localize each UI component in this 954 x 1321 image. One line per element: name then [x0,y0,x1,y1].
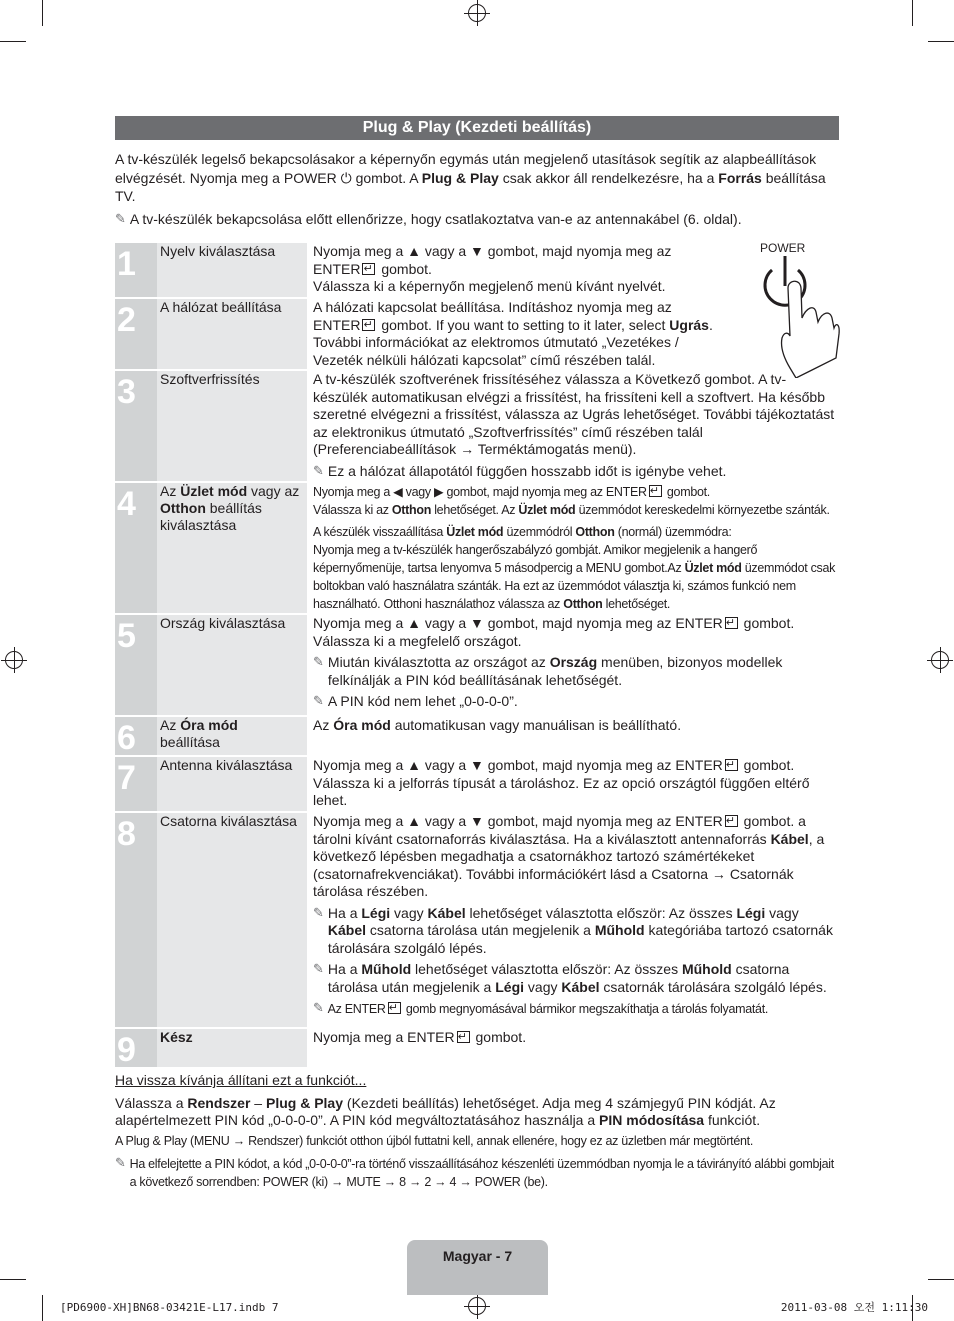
reset-section: Ha vissza kívánja állítani ezt a funkciót... Válassza a Rendszer – Plug & Play (Kezdeti beállítás) lehetőséget. Adja meg 4 számjegyű PIN kódját. Az alapértelmezett PIN kód „0-0-0-0”. A PIN kód megváltoztatásához használja a PIN módosítása funkciót. A Plug & Play (MENU → Rendszer) funkciót otthon újból futtatni kell, annak ellenére, hogy ez az üzletben már megtörtént. ✎ Ha elfelejtette a PIN kódot, a kód „0-0-0-0”-ra történő visszaállításához készenléti üzemmódban nyomja le a távirányító alábbi gombjait a következő sorrendben: POWER (ki) → MUTE → 8 → 2 → 4 → POWER (be). [115,1072,839,1191]
table-row [115,717,839,755]
step-label: Antenna kiválasztása [157,757,310,811]
crop-mark [42,0,43,26]
step-description: Nyomja meg a ▲ vagy a ▼ gombot, majd nyomja meg az ENTER↵ gombot. Válassza ki a jelforrás típusát a tároláshoz. Ez az opció országtól függően eltérő lehet. [310,757,839,811]
table-row [115,243,839,297]
note-icon: ✎ [313,655,324,670]
registration-mark-icon [5,651,23,669]
enter-icon [725,617,738,629]
step-number: 3 [115,371,157,481]
step-label: A hálózat beállítása [157,299,310,369]
note-icon: ✎ [313,1001,324,1016]
step-label: Az Üzlet mód vagy az Otthon beállítás kiválasztása [157,483,310,613]
footer-file-info: [PD6900-XH]BN68-03421E-L17.indb 7 [60,1301,279,1314]
step-label: Szoftverfrissítés [157,371,310,481]
step-description: Nyomja meg a ◀ vagy ▶ gombot, majd nyomja meg az ENTER↵ gombot. Válassza ki az Otthon lehetőséget. Az Üzlet mód üzemmódot kereskedelmi környezetbe szánták. A készülék visszaállítása Üzlet mód üzemmódról Otthon (normál) üzemmódra: Nyomja meg a tv-készülék hangerőszabályzó gombját. Amikor megjelenik a hangerő képernyőmenüje, tartsa lenyomva 5 másodpercig a MENU gombot.Az Üzlet mód üzemmódot csak boltokban való használatra szánták. Ha ezt az üzemmódot választja ki, számos funkció nem használható. Otthoni használathoz válassza az Otthon lehetőséget. [310,483,839,613]
crop-mark [42,1295,43,1321]
steps-table [115,241,839,1069]
registration-mark-icon [468,4,486,22]
table-row [115,1029,839,1067]
step-description: Nyomja meg a ▲ vagy a ▼ gombot, majd nyomja meg az ENTER↵ gombot. Válassza ki a képernyőn megjelenő menü kívánt nyelvét. [310,243,839,297]
note-icon: ✎ [313,905,324,921]
power-label: POWER [760,241,806,255]
table-row [115,371,839,481]
step-label: Nyelv kiválasztása [157,243,310,297]
note-icon: ✎ [115,211,126,227]
enter-icon [362,263,375,275]
note-icon: ✎ [313,694,324,709]
step-number: 4 [115,483,157,613]
crop-mark [928,1279,954,1280]
table-row [115,299,839,369]
power-icon: ⏻ [340,169,352,186]
enter-icon [725,815,738,827]
step-label: Csatorna kiválasztása [157,813,310,1027]
step-description: Az Óra mód automatikusan vagy manuálisan is beállítható. [313,717,682,733]
step-description: Nyomja meg a ▲ vagy a ▼ gombot, majd nyomja meg az ENTER↵ gombot. Válassza ki a megfelelő országot. ✎ Miután kiválasztotta az országot az Ország menüben, bizonyos modellek felkínálják a PIN kód beállításának lehetőségét. ✎ A PIN kód nem lehet „0-0-0-0”. [310,615,839,715]
enter-icon [362,319,375,331]
table-row [115,483,839,613]
step-number: 8 [115,813,157,1027]
note-icon: ✎ [313,962,324,977]
registration-mark-icon [931,651,949,669]
step-number: 1 [115,243,157,297]
step-description: Nyomja meg a ENTER↵ gombot. [310,1029,839,1067]
intro: A tv-készülék legelső bekapcsolásakor a képernyőn egymás után megjelenő utasítások segítik az alapbeállítások elvégzését. Nyomja meg a POWER ⏻ gombot. A Plug & Play csak akkor áll rendelkezésre, ha a Forrás beállítása TV. ✎ A tv-készülék bekapcsolása előtt ellenőrizze, hogy csatlakoztatva van-e az antennakábel (6. oldal). [115,151,826,227]
step-number: 2 [115,299,157,369]
step-description: A hálózati kapcsolat beállítása. Indításhoz nyomja meg az ENTER↵ gombot. If you want to setting to it later, select Ugrás. További információkat az elektromos útmutató „Vezetékes / Vezeték nélküli hálózati kapcsolat” című részében talál. [310,299,839,369]
note-icon: ✎ [115,1156,126,1171]
enter-icon [649,485,662,497]
step-label: Kész [157,1029,310,1067]
crop-mark [912,0,913,26]
reset-subheading: Ha vissza kívánja állítani ezt a funkciót... [115,1072,367,1088]
step-label: Ország kiválasztása [157,615,310,715]
step-number: 5 [115,615,157,715]
step-number: 9 [115,1029,157,1067]
table-row [115,813,839,1027]
enter-icon [388,1002,401,1014]
crop-mark [928,41,954,42]
crop-mark [0,1279,26,1280]
intro-note: A tv-készülék bekapcsolása előtt ellenőrizze, hogy csatlakoztatva van-e az antennakábel (6. oldal). [129,210,742,227]
step-number: 7 [115,757,157,811]
step-description: Nyomja meg a ▲ vagy a ▼ gombot, majd nyomja meg az ENTER↵ gombot. a tárolni kívánt csatornaforrás kiválasztása. Ha a kiválasztott antennaforrás Kábel, a következő lépésben megadhatja a csatornákhoz tartozó számértékeket (csatornafrekvenciákat). További információkért lásd a Csatorna → Csatornák tárolása részében. ✎ Ha a Légi vagy Kábel lehetőséget választotta először: Az összes Légi vagy Kábel csatorna tárolása után megjelenik a Műhold kategóriába tartozó csatornák tárolására szolgáló lépés. ✎ Ha a Műhold lehetőséget választotta először: Az összes Műhold csatorna tárolása után megjelenik a Légi vagy Kábel csatornák tárolására szolgáló lépés. ✎ Az ENTER↵ gomb megnyomásával bármikor megszakíthatja a tárolás folyamatát. [310,813,839,1027]
registration-mark-icon [468,1297,486,1315]
crop-mark [0,41,26,42]
footer-timestamp: 2011-03-08 오전 1:11:30 [780,1301,928,1314]
step-description: A tv-készülék szoftverének frissítéséhez válassza a Következő gombot. A tv-készülék automatikusan elvégzi a frissítést, ha frissíteni kell a szoftvert. Ha később szeretné elvégezni a frissítést, válassza az Ugrás lehetőséget. További tájékoztatást az elektronikus útmutató „Szoftverfrissítés” című részében talál (Preferenciabeállítások → Terméktámogatás menü). ✎ Ez a hálózat állapotától függően hosszabb időt is igénybe vehet. [313,371,835,479]
table-row [115,757,839,811]
enter-icon [457,1031,470,1043]
step-label: Az Óra mód beállítása [157,717,310,755]
section-title: Plug & Play (Kezdeti beállítás) [115,116,839,140]
enter-icon [725,759,738,771]
table-row [115,615,839,715]
page-number: Magyar - 7 [407,1240,548,1295]
step-number: 6 [115,717,157,755]
note-icon: ✎ [313,463,324,479]
